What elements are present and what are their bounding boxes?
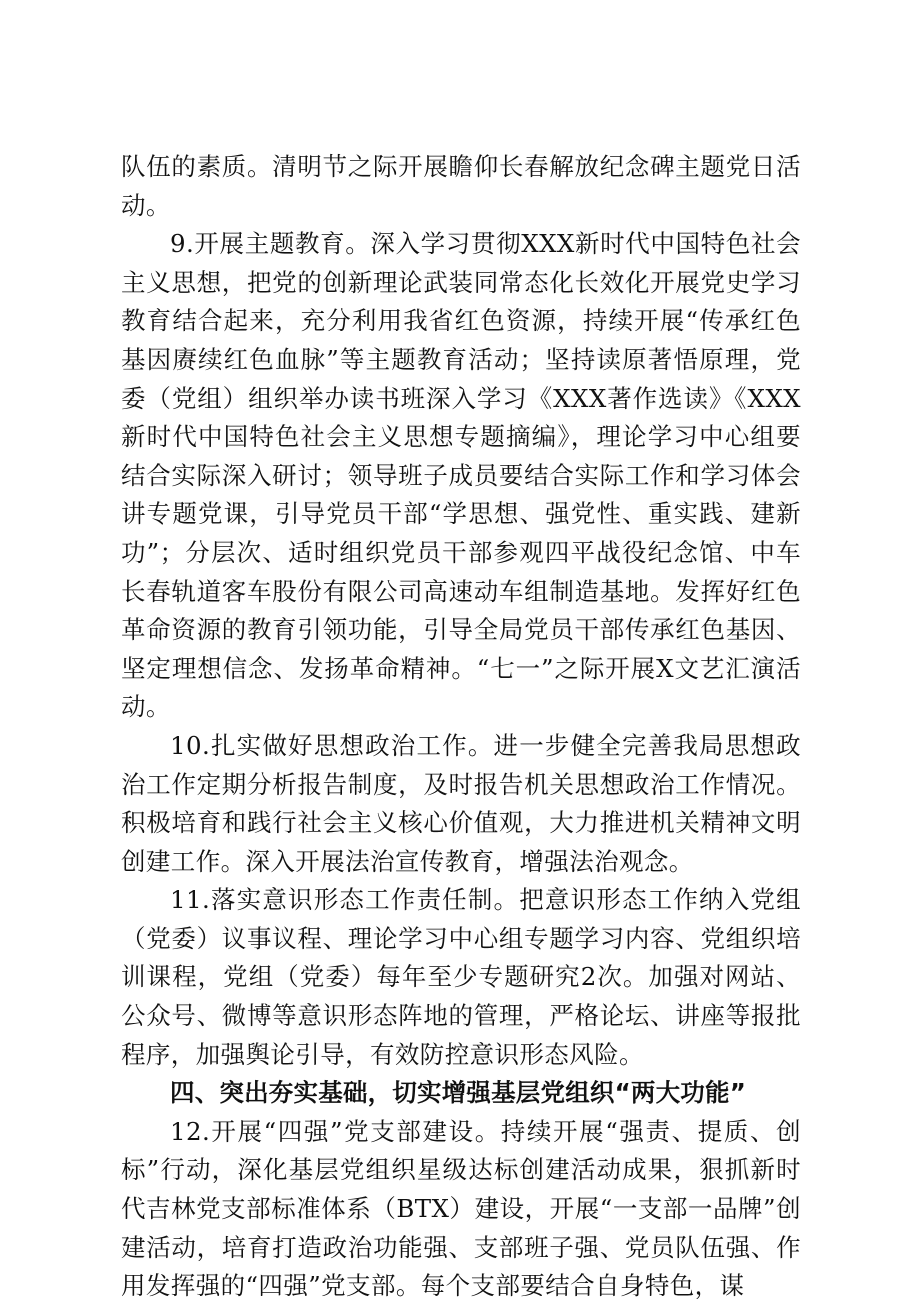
paragraph-item-11: 11.落实意识形态工作责任制。把意识形态工作纳入党组（党委）议事议程、理论学习中心组专题学习内容、党组织培训课程，党组（党委）每年至少专题研究2次。加强对网站、公众号、微博等意识形态阵地的管理，严格论坛、讲座等报批程序，加强舆论引导，有效防控意识形态风险。 [121,885,801,1069]
paragraph-item-9: 9.开展主题教育。深入学习贯彻XXX新时代中国特色社会主义思想，把党的创新理论武装同常态化长效化开展党史学习教育结合起来，充分利用我省红色资源，持续开展“传承红色基因赓续红色血脉”等主题教育活动；坚持读原著悟原理，党委（党组）组织举办读书班深入学习《XXX著作选读》《XXX新时代中国特色社会主义思想专题摘编》，理论学习中心组要结合实际深入研讨；领导班子成员要结合实际工作和学习体会讲专题党课，引导党员干部“学思想、强党性、重实践、建新功”；分层次、适时组织党员干部参观四平战役纪念馆、中车长春轨道客车股份有限公司高速动车组制造基地。发挥好红色革命资源的教育引领功能，引导全局党员干部传承红色基因、坚定理想信念、发扬革命精神。“七一”之际开展X文艺汇演活动。 [121,229,801,722]
paragraph-item-10: 10.扎实做好思想政治工作。进一步健全完善我局思想政治工作定期分析报告制度，及时报告机关思想政治工作情况。积极培育和践行社会主义核心价值观，大力推进机关精神文明创建工作。深入开展法治宣传教育，增强法治观念。 [121,730,801,876]
section-heading: 四、突出夯实基础，切实增强基层党组织“两大功能” [170,1078,747,1108]
paragraph-item-12: 12.开展“四强”党支部建设。持续开展“强责、提质、创标”行动，深化基层党组织星级达标创建活动成果，狠抓新时代吉林党支部标准体系（BTX）建设，开展“一支部一品牌”创建活动，培育打造政治功能强、支部班子强、党员队伍强、作用发挥强的“四强”党支部。每个支部要结合自身特色，谋 [121,1116,801,1301]
paragraph-continued: 队伍的素质。清明节之际开展瞻仰长春解放纪念碑主题党日活动。 [121,152,801,220]
document-body [121,148,801,1306]
